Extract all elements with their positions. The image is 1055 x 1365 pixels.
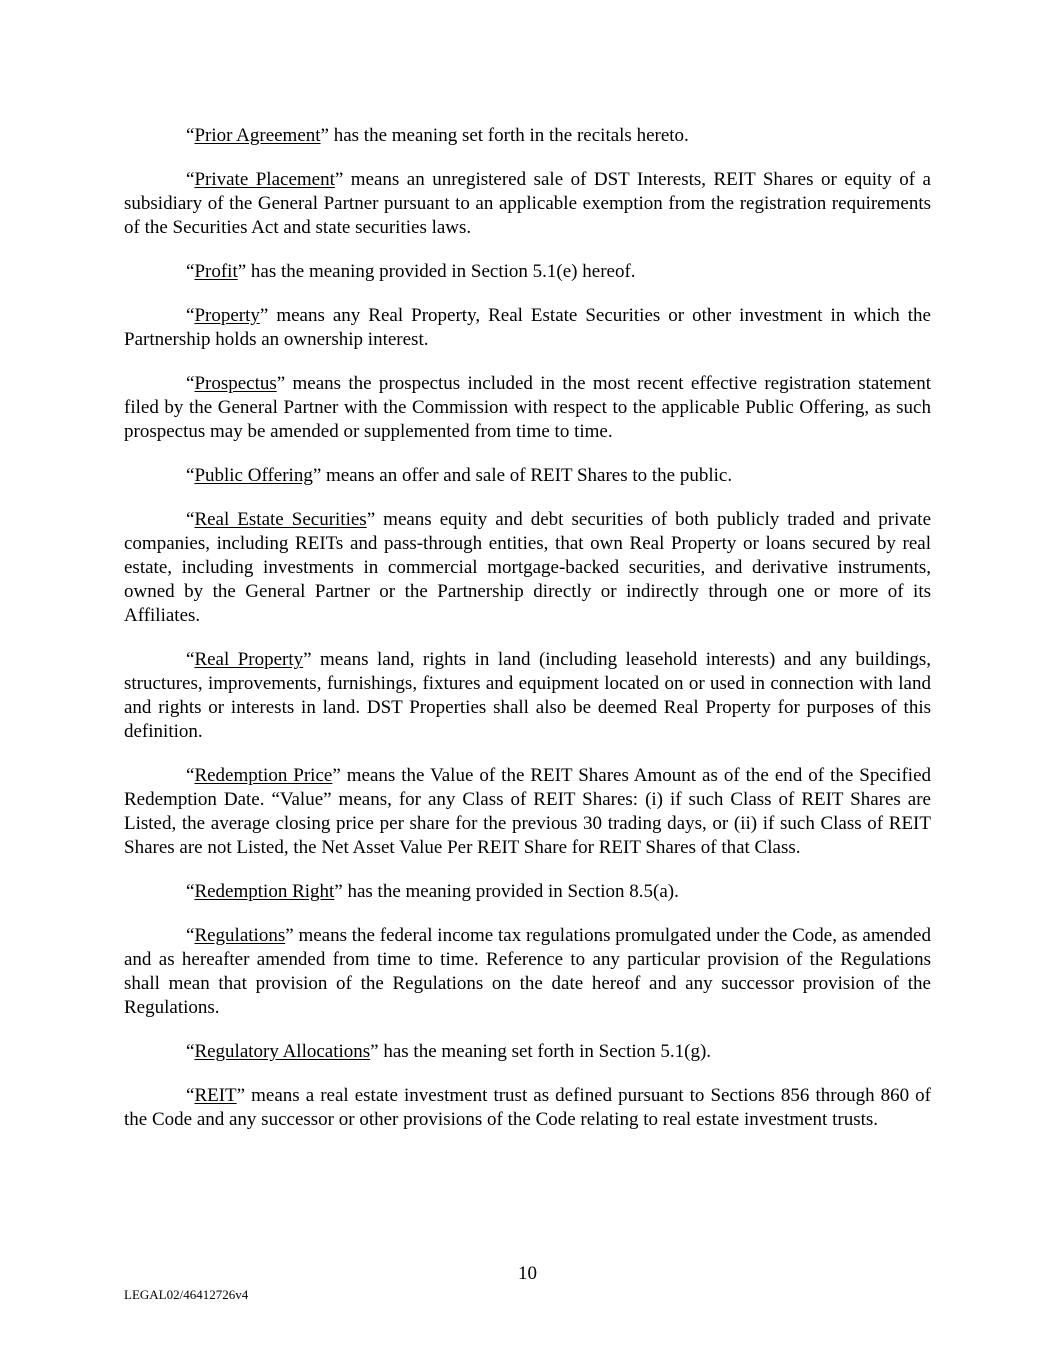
open-quote: “	[186, 925, 195, 946]
definition-private-placement	[124, 168, 931, 240]
page-number: 10	[518, 1263, 537, 1284]
definition-prior-agreement	[124, 124, 931, 148]
open-quote: “	[186, 765, 195, 786]
open-quote: “	[186, 305, 195, 326]
open-quote: “	[186, 881, 195, 902]
document-body	[124, 124, 931, 1152]
defined-term: Public Offering	[194, 465, 313, 486]
definition-text: ” means equity and debt securities of both publicly traded and private companies, including REITs and pass-through entities, that own Real Property or loans secured by real estate, including investments in commercial mortgage-backed securities, and derivative instruments, owned by the General Partner or the Partnership directly or indirectly through one or more of its Affiliates.	[124, 509, 932, 626]
document-id: LEGAL02/46412726v4	[124, 1287, 249, 1302]
definition-text: ” has the meaning provided in Section 8.5(a).	[334, 881, 679, 902]
definition-public-offering	[124, 464, 931, 488]
definition-prospectus	[124, 372, 931, 444]
defined-term: Profit	[194, 261, 238, 282]
defined-term: Regulations	[194, 925, 286, 946]
definition-text: ” has the meaning provided in Section 5.1(e) hereof.	[237, 261, 636, 282]
definition-property	[124, 304, 931, 352]
open-quote: “	[186, 1085, 195, 1106]
definition-redemption-price	[124, 764, 931, 860]
definition-text: ” has the meaning set forth in the recitals hereto.	[320, 125, 689, 146]
defined-term: Real Property	[194, 649, 304, 670]
defined-term: Property	[194, 305, 260, 326]
definition-regulatory-allocations	[124, 1040, 931, 1064]
definition-redemption-right	[124, 880, 931, 904]
definition-text: ” means the federal income tax regulations promulgated under the Code, as amended and as hereafter amended from time to time. Reference to any particular provision of the Regulations shall mean that provision of the Regulations on the date hereof and any successor provision of the Regulations.	[124, 925, 931, 1018]
definition-text: ” means the Value of the REIT Shares Amount as of the end of the Specified Redemption Date. “Value” means, for any Class of REIT Shares: (i) if such Class of REIT Shares are Listed, the average closing price per share for the previous 30 trading days, or (ii) if such Class of REIT Shares are not Listed, the Net Asset Value Per REIT Share for REIT Shares of that Class.	[124, 765, 932, 858]
defined-term: REIT	[194, 1085, 237, 1106]
defined-term: Prospectus	[194, 373, 277, 394]
definition-text: ” means land, rights in land (including leasehold interests) and any buildings, structures, improvements, furnishings, fixtures and equipment located on or used in connection with land and rights or interests in land. DST Properties shall also be deemed Real Property for purposes of this definition.	[124, 649, 931, 742]
definition-text: ” means an unregistered sale of DST Interests, REIT Shares or equity of a subsidiary of the General Partner pursuant to an applicable exemption from the registration requirements of the Securities Act and state securities laws.	[124, 169, 931, 238]
defined-term: Redemption Price	[194, 765, 333, 786]
defined-term: Regulatory Allocations	[194, 1041, 371, 1062]
open-quote: “	[186, 1041, 195, 1062]
definition-text: ” means an offer and sale of REIT Shares to the public.	[312, 465, 733, 486]
open-quote: “	[186, 509, 195, 530]
definition-profit	[124, 260, 931, 284]
open-quote: “	[186, 261, 195, 282]
definition-text: ” means any Real Property, Real Estate Securities or other investment in which the Partnership holds an ownership interest.	[124, 305, 931, 350]
defined-term: Prior Agreement	[194, 125, 321, 146]
definition-text: ” means the prospectus included in the most recent effective registration statement filed by the General Partner with the Commission with respect to the applicable Public Offering, as such prospectus may be amended or supplemented from time to time.	[124, 373, 931, 442]
definition-regulations	[124, 924, 931, 1020]
definition-real-property	[124, 648, 931, 744]
defined-term: Real Estate Securities	[194, 509, 367, 530]
defined-term: Private Placement	[194, 169, 335, 190]
definition-real-estate-securities	[124, 508, 931, 628]
open-quote: “	[186, 649, 195, 670]
definition-text: ” means a real estate investment trust as defined pursuant to Sections 856 through 860 of the Code and any successor or other provisions of the Code relating to real estate investment trusts.	[124, 1085, 931, 1130]
definition-reit	[124, 1084, 931, 1132]
defined-term: Redemption Right	[194, 881, 335, 902]
open-quote: “	[186, 373, 195, 394]
open-quote: “	[186, 125, 195, 146]
open-quote: “	[186, 465, 195, 486]
definition-text: ” has the meaning set forth in Section 5.1(g).	[370, 1041, 712, 1062]
open-quote: “	[186, 169, 195, 190]
